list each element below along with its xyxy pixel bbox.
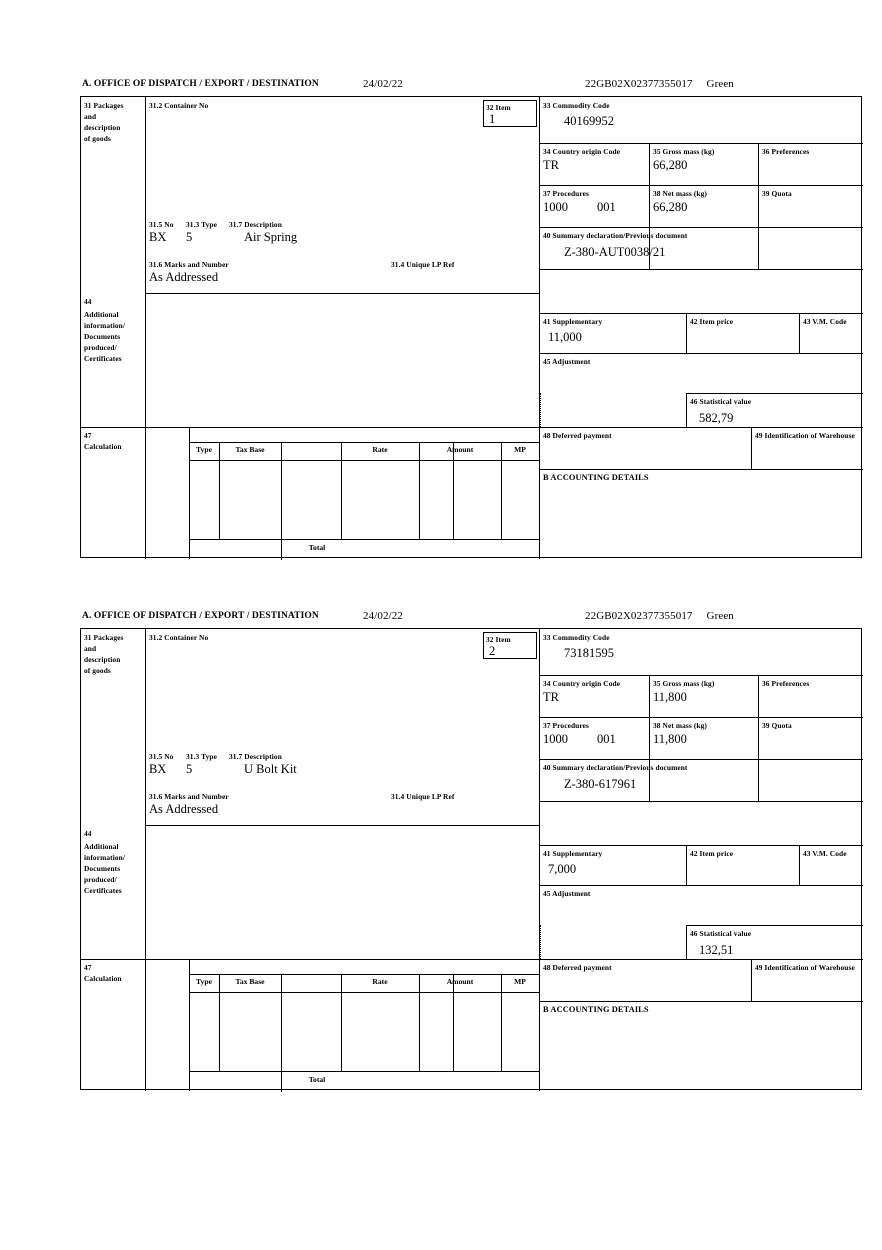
label-container-no: 31.2 Container No	[149, 101, 209, 110]
label-adjustment-f2: 45 Adjustment	[543, 889, 591, 898]
label-deferred-payment: 48 Deferred payment	[543, 431, 612, 440]
declaration-date: 24/02/22	[363, 78, 403, 90]
label-packages-type-f2: 31.3 Type	[186, 752, 218, 761]
col-header-mp-f2: MP	[514, 977, 526, 986]
label-box47-2: Calculation	[84, 442, 122, 451]
value-country-origin-f2: TR	[543, 690, 559, 704]
value-statistical-value-f2: 132,51	[699, 943, 734, 957]
col-header-amount-f2: Amount	[446, 977, 474, 986]
col-header-type-f2: Type	[196, 977, 212, 986]
col-header-rate: Rate	[372, 445, 388, 454]
label-packages-no-f2: 31.5 No	[149, 752, 174, 761]
label-accounting-details: B ACCOUNTING DETAILS	[543, 473, 649, 482]
value-commodity-code: 40169952	[564, 114, 614, 128]
value-item-no-f2: 2	[489, 644, 496, 658]
label-statistical-value-f2: 46 Statistical value	[690, 929, 752, 938]
label-box44-1-f2: Additional	[84, 842, 119, 851]
label-vm-code-f2: 43 V.M. Code	[803, 849, 847, 858]
label-box44-5-f2: Certificates	[84, 886, 122, 895]
label-packages-3-f2: description	[84, 655, 121, 664]
label-commodity-code-f2: 33 Commodity Code	[543, 633, 610, 642]
label-procedures-f2: 37 Procedures	[543, 721, 589, 730]
label-box44-f2: 44	[84, 829, 92, 838]
value-commodity-code-f2: 73181595	[564, 646, 614, 660]
value-packages-type: BX	[149, 230, 167, 244]
label-net-mass: 38 Net mass (kg)	[653, 189, 707, 198]
value-summary-declaration-f2: Z-380-617961	[564, 777, 637, 791]
label-packages-type: 31.3 Type	[186, 220, 218, 229]
label-supplementary: 41 Supplementary	[543, 317, 603, 326]
value-item-no: 1	[489, 112, 496, 126]
label-preferences-f2: 36 Preferences	[762, 679, 810, 688]
label-box44-4-f2: produced/	[84, 875, 117, 884]
label-box44-2: information/	[84, 321, 126, 330]
value-packages-no: 5	[186, 230, 193, 244]
label-marks-number-f2: 31.6 Marks and Number	[149, 792, 229, 801]
value-packages-description-f2: U Bolt Kit	[244, 762, 297, 776]
label-packages-2: and	[84, 112, 97, 121]
lane-status-2: Green	[706, 610, 734, 622]
office-of-dispatch-label-2: A. OFFICE OF DISPATCH / EXPORT / DESTINATION	[82, 611, 319, 621]
form-body-2	[80, 628, 862, 1090]
label-box47-2-f2: Calculation	[84, 974, 122, 983]
value-packages-description: Air Spring	[244, 230, 298, 244]
label-packages-no: 31.5 No	[149, 220, 174, 229]
value-packages-type-f2: BX	[149, 762, 167, 776]
col-header-mp: MP	[514, 445, 526, 454]
label-box44-2-f2: information/	[84, 853, 126, 862]
declaration-date-2: 24/02/22	[363, 610, 403, 622]
value-supplementary-f2: 7,000	[548, 862, 577, 876]
value-gross-mass: 66,280	[653, 158, 688, 172]
value-procedures-2-f2: 001	[597, 732, 616, 746]
value-gross-mass-f2: 11,800	[653, 690, 687, 704]
col-header-rate-f2: Rate	[372, 977, 388, 986]
label-item-price-f2: 42 Item price	[690, 849, 734, 858]
label-adjustment: 45 Adjustment	[543, 357, 591, 366]
form-header	[80, 78, 862, 96]
label-item-no: 32 Item	[486, 103, 511, 112]
label-box44-1: Additional	[84, 310, 119, 319]
value-country-origin: TR	[543, 158, 559, 172]
value-procedures-1: 1000	[543, 200, 568, 214]
label-net-mass-f2: 38 Net mass (kg)	[653, 721, 707, 730]
customs-form-item-2	[80, 610, 862, 1090]
label-box44-5: Certificates	[84, 354, 122, 363]
label-identification-warehouse-f2: 49 Identification of Warehouse	[755, 963, 855, 972]
label-deferred-payment-f2: 48 Deferred payment	[543, 963, 612, 972]
value-procedures-1-f2: 1000	[543, 732, 568, 746]
value-statistical-value: 582,79	[699, 411, 734, 425]
mrn-number: 22GB02X02377355017 Green	[585, 78, 734, 90]
label-statistical-value: 46 Statistical value	[690, 397, 752, 406]
label-quota-f2: 39 Quota	[762, 721, 792, 730]
col-header-type: Type	[196, 445, 212, 454]
form-body	[80, 96, 862, 558]
value-marks-number-f2: As Addressed	[149, 802, 219, 816]
col-header-tax-base: Tax Base	[235, 445, 265, 454]
col-header-amount: Amount	[446, 445, 474, 454]
label-gross-mass-f2: 35 Gross mass (kg)	[653, 679, 715, 688]
label-preferences: 36 Preferences	[762, 147, 810, 156]
label-packages-description: 31.7 Description	[229, 220, 282, 229]
label-box47-f2: 47	[84, 963, 92, 972]
value-net-mass-f2: 11,800	[653, 732, 687, 746]
label-packages-3: description	[84, 123, 121, 132]
label-box44: 44	[84, 297, 92, 306]
label-packages-description-f2: 31.7 Description	[229, 752, 282, 761]
label-accounting-details-f2: B ACCOUNTING DETAILS	[543, 1005, 649, 1014]
label-box44-3: Documents	[84, 332, 121, 341]
label-box47: 47	[84, 431, 92, 440]
label-supplementary-f2: 41 Supplementary	[543, 849, 603, 858]
label-identification-warehouse: 49 Identification of Warehouse	[755, 431, 855, 440]
label-quota: 39 Quota	[762, 189, 792, 198]
label-item-price: 42 Item price	[690, 317, 734, 326]
label-marks-number: 31.6 Marks and Number	[149, 260, 229, 269]
label-summary-declaration: 40 Summary declaration/Previous document	[543, 231, 688, 240]
box-item-number	[483, 100, 537, 127]
value-marks-number: As Addressed	[149, 270, 219, 284]
label-total: Total	[308, 543, 326, 552]
value-packages-no-f2: 5	[186, 762, 193, 776]
label-gross-mass: 35 Gross mass (kg)	[653, 147, 715, 156]
label-procedures: 37 Procedures	[543, 189, 589, 198]
value-summary-declaration: Z-380-AUT0038/21	[564, 245, 666, 259]
label-country-origin: 34 Country origin Code	[543, 147, 621, 156]
value-supplementary: 11,000	[548, 330, 582, 344]
label-box44-3-f2: Documents	[84, 864, 121, 873]
label-item-no-f2: 32 Item	[486, 635, 511, 644]
customs-form-item-1	[80, 78, 862, 558]
box-item-number-2	[483, 632, 537, 659]
label-total-f2: Total	[308, 1075, 326, 1084]
label-summary-declaration-f2: 40 Summary declaration/Previous document	[543, 763, 688, 772]
label-box44-4: produced/	[84, 343, 117, 352]
label-packages-2-f2: and	[84, 644, 97, 653]
label-packages-f2: 31 Packages	[84, 633, 124, 642]
label-packages: 31 Packages	[84, 101, 124, 110]
value-procedures-2: 001	[597, 200, 616, 214]
lane-status: Green	[706, 78, 734, 90]
form-header-2	[80, 610, 862, 628]
mrn-number-2: 22GB02X02377355017 Green	[585, 610, 734, 622]
label-packages-4: of goods	[84, 134, 111, 143]
value-net-mass: 66,280	[653, 200, 688, 214]
office-of-dispatch-label: A. OFFICE OF DISPATCH / EXPORT / DESTINATION	[82, 79, 319, 89]
label-container-no-f2: 31.2 Container No	[149, 633, 209, 642]
label-vm-code: 43 V.M. Code	[803, 317, 847, 326]
label-country-origin-f2: 34 Country origin Code	[543, 679, 621, 688]
label-unique-lp-ref: 31.4 Unique LP Ref	[391, 260, 455, 269]
label-unique-lp-ref-f2: 31.4 Unique LP Ref	[391, 792, 455, 801]
label-packages-4-f2: of goods	[84, 666, 111, 675]
col-header-tax-base-f2: Tax Base	[235, 977, 265, 986]
label-commodity-code: 33 Commodity Code	[543, 101, 610, 110]
